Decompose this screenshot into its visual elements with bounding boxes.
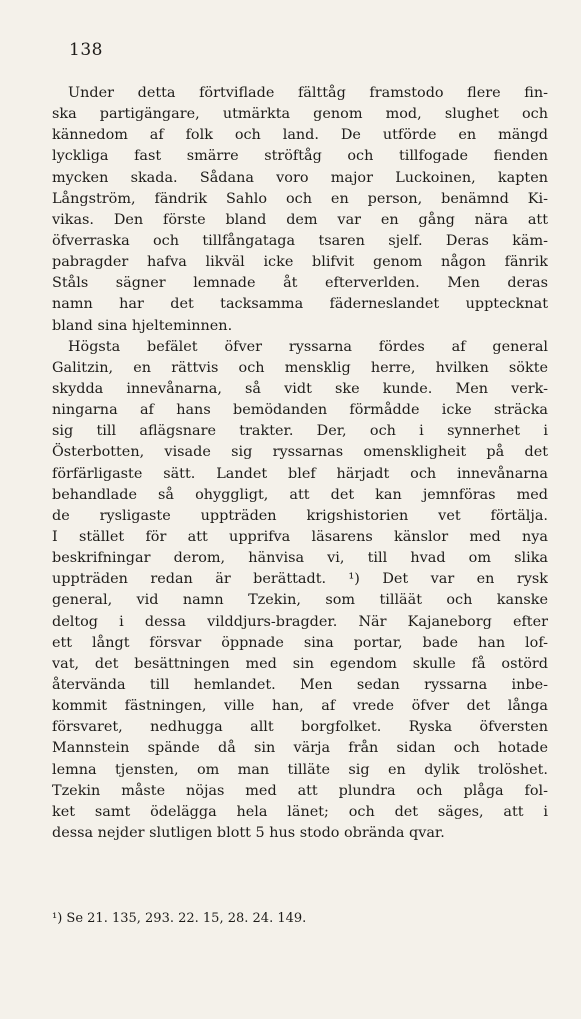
text-line: vat, det besättningen med sin egendom skulle få ostörd bbox=[52, 655, 548, 672]
paragraph-1 bbox=[52, 83, 548, 337]
text-line: ska partigängare, utmärkta genom mod, slughet och bbox=[52, 106, 548, 123]
text-line: lyckliga fast smärre ströftåg och tillfogade fienden bbox=[52, 148, 548, 165]
text-line: behandlade så ohyggligt, att det kan jemnföras med bbox=[52, 486, 548, 503]
text-line: ket samt ödelägga hela länet; och det säges, att i bbox=[52, 803, 548, 820]
text-line: uppträden redan är berättadt. ¹) Det var en rysk bbox=[52, 571, 548, 588]
text-line: dessa nejder slutligen blott 5 hus stodo obrända qvar. bbox=[52, 824, 445, 841]
text-line: Ståls sägner lemnade åt efterverlden. Men deras bbox=[52, 275, 548, 292]
paragraph-2 bbox=[52, 337, 548, 844]
body-text bbox=[52, 83, 548, 844]
text-line: beskrifningar derom, hänvisa vi, till hvad om slika bbox=[52, 550, 548, 567]
text-line: Under detta förtviflade fälttåg framstodo flere fin- bbox=[68, 85, 548, 101]
text-line: sig till aflägsnare trakter. Der, och i synnerhet i bbox=[52, 423, 548, 440]
text-line: Långström, fändrik Sahlo och en person, benämnd Ki- bbox=[52, 190, 548, 207]
text-line: Österbotten, visade sig ryssarnas omenskligheit på det bbox=[52, 444, 548, 461]
text-line: ningarna af hans bemödanden förmådde icke sträcka bbox=[52, 402, 548, 419]
footnote: ¹) Se 21. 135, 293. 22. 15, 28. 24. 149. bbox=[52, 911, 307, 926]
text-line: mycken skada. Sådana voro major Luckoinen, kapten bbox=[52, 169, 548, 186]
text-line: bland sina hjelteminnen. bbox=[52, 317, 233, 334]
text-line: lemna tjensten, om man tilläte sig en dylik trolöshet. bbox=[52, 761, 548, 778]
text-line: ett långt försvar öppnade sina portar, bade han lof- bbox=[52, 634, 548, 651]
text-line: återvända till hemlandet. Men sedan ryssarna inbe- bbox=[52, 676, 548, 693]
text-line: Högsta befälet öfver ryssarna fördes af general bbox=[68, 338, 548, 355]
text-line: förfärligaste sätt. Landet blef härjadt och innevånarna bbox=[52, 465, 548, 482]
text-line: deltog i dessa vilddjurs-bragder. När Kajaneborg efter bbox=[52, 613, 548, 630]
page-number: 138 bbox=[69, 40, 103, 60]
text-line: de rysligaste uppträden krigshistorien vet förtälja. bbox=[52, 507, 548, 524]
text-line: namn har det tacksamma fäderneslandet upptecknat bbox=[52, 296, 548, 313]
text-line: Mannstein spände då sin värja från sidan och hotade bbox=[52, 740, 548, 757]
text-line: pabragder hafva likväl icke blifvit genom någon fänrik bbox=[52, 254, 548, 271]
text-line: Galitzin, en rättvis och mensklig herre, hvilken sökte bbox=[52, 359, 548, 376]
text-line: vikas. Den förste bland dem var en gång nära att bbox=[52, 211, 548, 228]
text-line: Tzekin måste nöjas med att plundra och plåga fol- bbox=[52, 782, 548, 799]
text-line: öfverraska och tillfångataga tsaren sjelf. Deras käm- bbox=[52, 232, 548, 249]
text-line: kännedom af folk och land. De utförde en mängd bbox=[52, 127, 548, 144]
text-line: I stället för att upprifva läsarens känslor med nya bbox=[52, 528, 548, 545]
text-line: kommit fästningen, ville han, af vrede öfver det långa bbox=[52, 698, 548, 715]
text-line: general, vid namn Tzekin, som tilläät och kanske bbox=[52, 592, 548, 609]
text-line: försvaret, nedhugga allt borgfolket. Ryska öfversten bbox=[52, 719, 548, 736]
text-line: skydda innevånarna, så vidt ske kunde. Men verk- bbox=[52, 380, 548, 397]
